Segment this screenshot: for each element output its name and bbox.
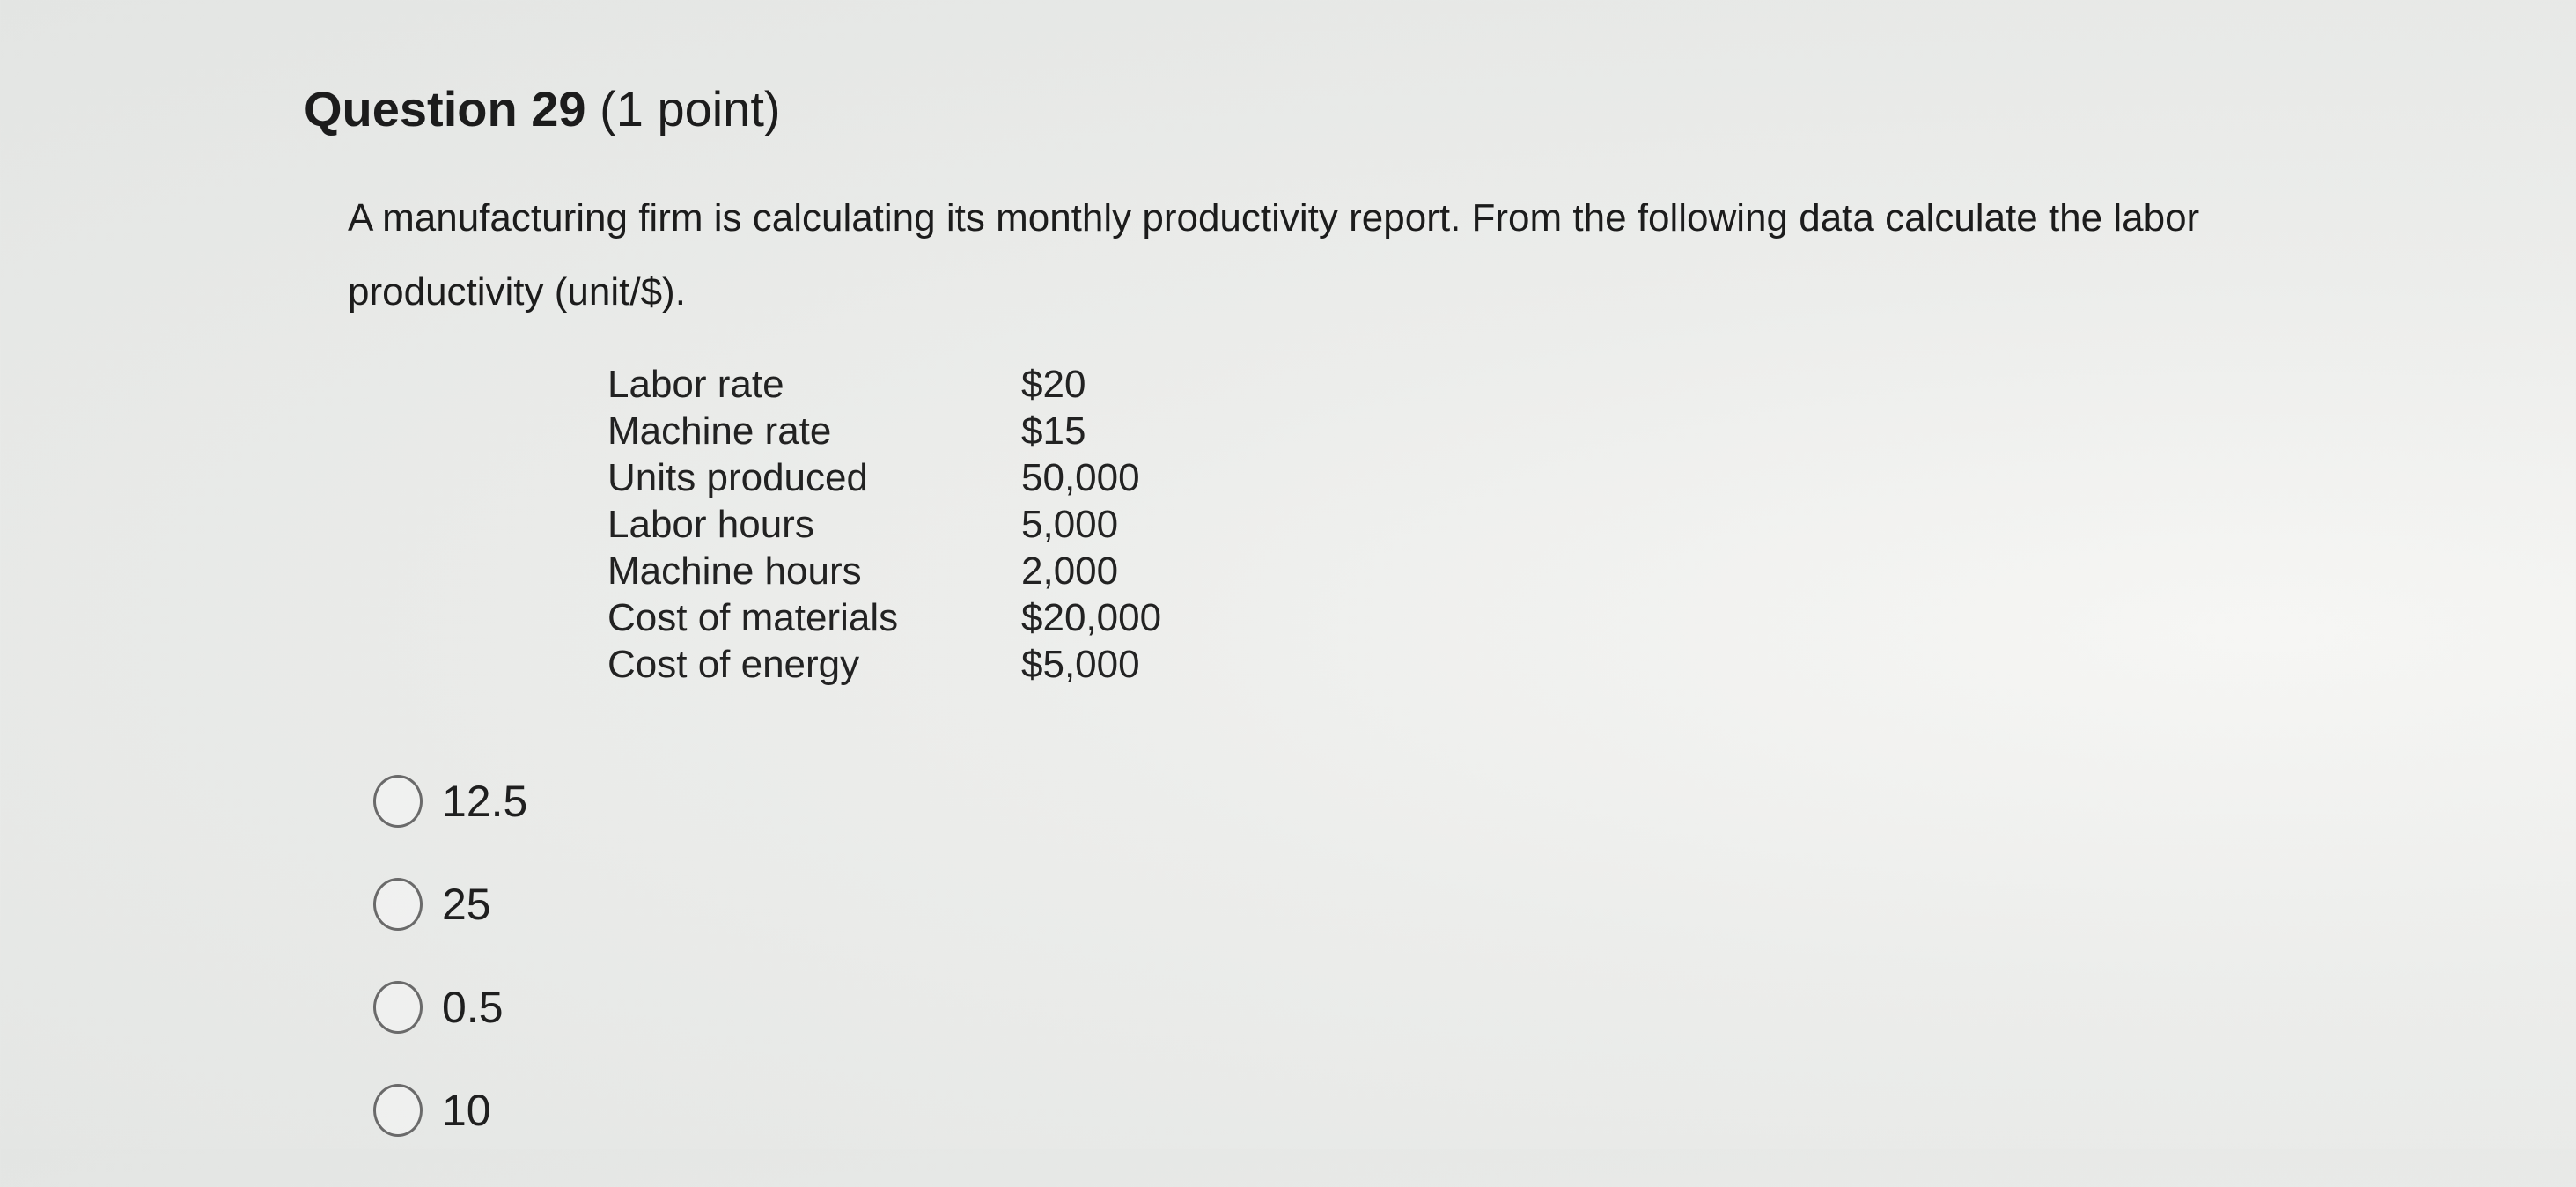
table-row <box>607 641 1161 688</box>
row-label: Machine hours <box>607 549 862 593</box>
option-label[interactable]: 0.5 <box>442 983 504 1032</box>
row-value: $20,000 <box>1021 596 1162 639</box>
answer-options <box>373 775 527 1187</box>
table-row <box>607 594 1161 641</box>
answer-option-3[interactable] <box>373 981 527 1034</box>
radio-button[interactable] <box>373 878 423 931</box>
row-value: $15 <box>1021 409 1086 453</box>
answer-option-4[interactable] <box>373 1084 527 1137</box>
row-label: Cost of materials <box>607 596 899 639</box>
option-label[interactable]: 12.5 <box>442 777 528 826</box>
option-label[interactable]: 25 <box>442 880 491 929</box>
row-label: Labor hours <box>607 503 814 546</box>
question-header <box>304 77 781 141</box>
row-value: 5,000 <box>1021 503 1119 546</box>
radio-button[interactable] <box>373 775 423 828</box>
row-label: Units produced <box>607 456 868 499</box>
row-label: Cost of energy <box>607 643 860 686</box>
question-title: Question 29 <box>304 81 586 136</box>
answer-option-2[interactable] <box>373 878 527 931</box>
question-points: (1 point) <box>600 81 781 136</box>
question-prompt: A manufacturing firm is calculating its monthly productivity report. From the following data calculate the labor productivity (unit/$). <box>348 196 2200 313</box>
option-label[interactable]: 10 <box>442 1086 491 1135</box>
table-row <box>607 501 1161 548</box>
row-value: 50,000 <box>1021 456 1140 499</box>
answer-option-1[interactable] <box>373 775 527 828</box>
table-row <box>607 408 1161 454</box>
table-row <box>607 361 1161 408</box>
row-value: $5,000 <box>1021 643 1140 686</box>
radio-button[interactable] <box>373 981 423 1034</box>
row-value: $20 <box>1021 363 1086 406</box>
radio-button[interactable] <box>373 1084 423 1137</box>
table-row <box>607 548 1161 594</box>
data-table <box>607 361 1161 688</box>
row-label: Machine rate <box>607 409 832 453</box>
row-value: 2,000 <box>1021 549 1119 593</box>
row-label: Labor rate <box>607 363 784 406</box>
table-row <box>607 454 1161 501</box>
